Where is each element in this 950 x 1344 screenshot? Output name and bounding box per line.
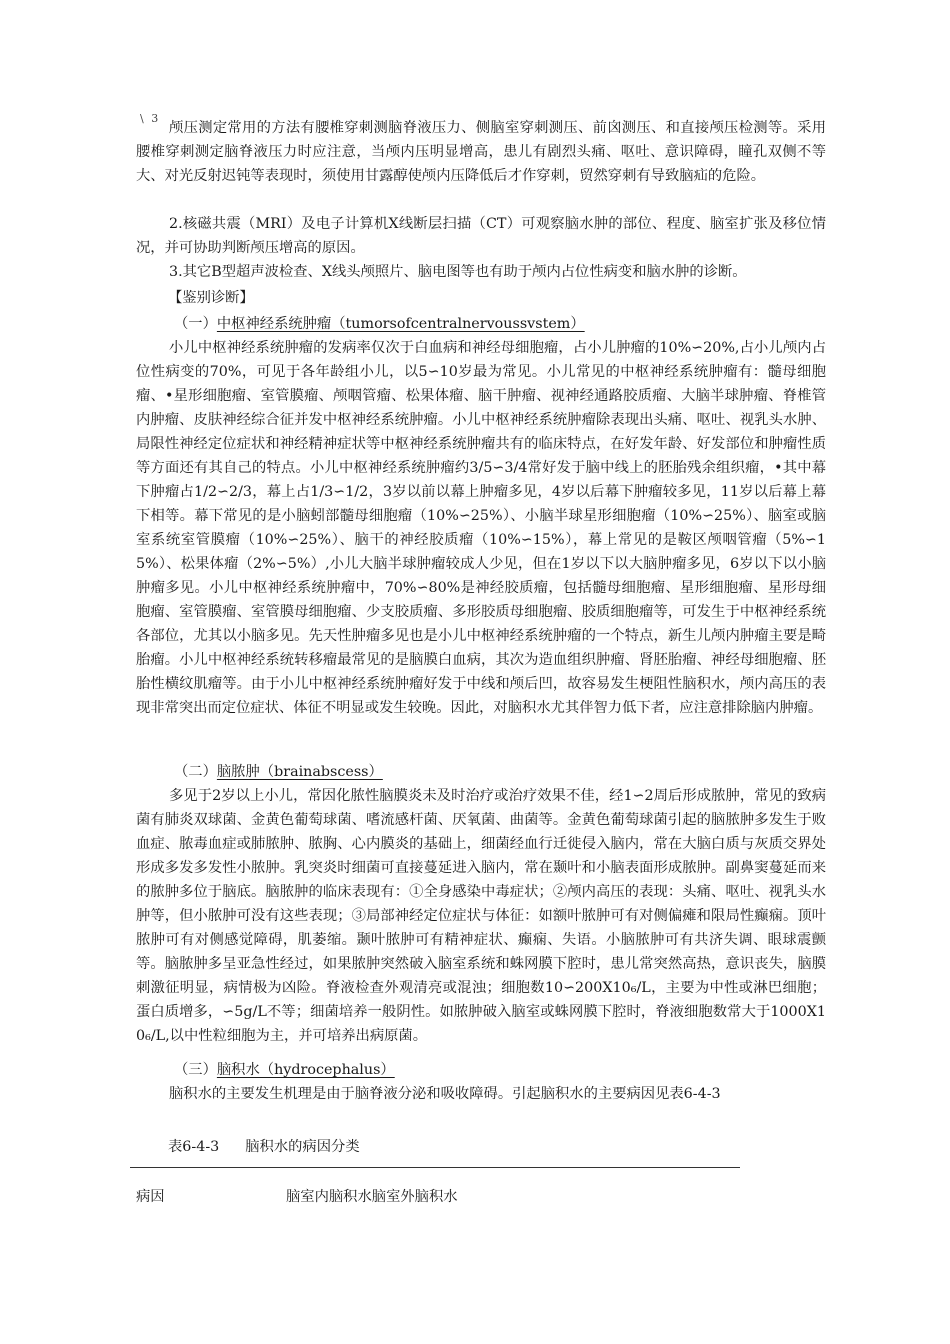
paragraph-other-exams: 3.其它B型超声波检查、X线头颅照片、脑电图等也有助于颅内占位性病变和脑水肿的诊断。	[169, 264, 747, 280]
section-1-number: （一）	[174, 316, 217, 332]
section-3-body	[136, 1082, 826, 1106]
diff-diagnosis-heading: 【鉴别诊断】	[168, 290, 254, 306]
table-top-rule	[130, 1167, 740, 1168]
intro-block	[136, 116, 826, 188]
table-header-types: 脑室内脑积水脑室外脑积水	[286, 1189, 458, 1205]
section-2-number: （二）	[174, 764, 217, 780]
section-3-heading	[174, 1058, 395, 1082]
section-1-title: 中枢神经系统肿瘤（tumorsofcentralnervoussvstem）	[216, 316, 585, 332]
section-1-body	[136, 336, 826, 720]
mri-block	[136, 212, 826, 260]
paragraph-hydrocephalus: 脑积水的主要发生机理是由于脑脊液分泌和吸收障碍。引起脑积水的主要病因见表6-4-3	[169, 1086, 721, 1102]
paragraph-brain-abscess: 多见于2岁以上小儿，常因化脓性脑膜炎未及时治疗或治疗效果不佳，经1∽2周后形成脓肿，常见的致病菌有肺炎双球菌、金黄色葡萄球菌、嗜流感杆菌、厌氧菌、曲菌等。金黄色葡萄球菌引起的脑脓肿多发生于败血症、脓毒血症或肺脓肿、脓胸、心内膜炎的基础上，细菌经血行迁徙侵入脑内，常在大脑白质与灰质交界处形成多发多发性小脓肿。乳突炎时细菌可直接蔓延进入脑内，常在颞叶和小脑表面形成脓肿。副鼻窦蔓延而来的脓肿多位于脑底。脑脓肿的临床表现有：①全身感染中毒症状；②颅内高压的表现：头痛、呕吐、视乳头水肿等，但小脓肿可没有这些表现；③局部神经定位症状与体征：如额叶脓肿可有对侧偏瘫和限局性癫痫。顶叶脓肿可有对侧感觉障碍，肌萎缩。颞叶脓肿可有精神症状、癫痫、失语。小脑脓肿可有共济失调、眼球震颤等。脑脓肿多呈亚急性经过，如果脓肿突然破入脑室系统和蛛网膜下腔时，患儿常突然高热，意识丧失，脑膜刺激征明显，病情极为凶险。脊液检查外观清亮或混浊；细胞数10∽200X10₆/L，主要为中性或淋巴细胞；蛋白质增多，∽5g/L不等；细菌培养一般阴性。如脓肿破入脑室或蛛网膜下腔时，脊液细胞数常大于1000X10₆/L,以中性粒细胞为主，并可培养出病原菌。	[136, 788, 826, 1044]
section-3-number: （三）	[174, 1062, 217, 1078]
table-title: 脑积水的病因分类	[245, 1139, 360, 1155]
paragraph-mri-ct: 2.核磁共震（MRI）及电子计算机X线断层扫描（CT）可观察脑水肿的部位、程度、脑室扩张及移位情况，并可协助判断颅压增高的原因。	[136, 216, 826, 256]
section-1-heading	[174, 312, 585, 336]
paragraph-cns-tumors: 小儿中枢神经系统肿瘤的发病率仅次于白血病和神经母细胞瘤，占小儿肿瘤的10%∽20%,占小儿颅内占位性病变的70%，可见于各年龄组小儿，以5∽10岁最为常见。小儿常见的中枢神经系统肿瘤有：髓母细胞瘤、•星形细胞瘤、室管膜瘤、颅咽管瘤、松果体瘤、脑干肿瘤、视神经通路胶质瘤、大脑半球肿瘤、脊椎管内肿瘤、皮肤神经综合征并发中枢神经系统肿瘤。小儿中枢神经系统肿瘤除表现出头痛、呕吐、视乳头水肿、局限性神经定位症状和神经精神症状等中枢神经系统肿瘤共有的临床特点，在好发年龄、好发部位和肿瘤性质等方面还有其自己的特点。小儿中枢神经系统肿瘤约3/5∽3/4常好发于脑中线上的胚胎残余组织瘤，•其中幕下肿瘤占1/2∽2/3，幕上占1/3∽1/2，3岁以前以幕上肿瘤多见，4岁以后幕下肿瘤较多见，11岁以后幕上幕下相等。幕下常见的是小脑蚓部髓母细胞瘤（10%∽25%）、小脑半球星形细胞瘤（10%∽25%）、脑室或脑室系统室管膜瘤（10%∽25%）、脑干的神经胶质瘤（10%∽15%），幕上常见的是鞍区颅咽管瘤（5%∽15%）、松果体瘤（2%∽5%）,小儿大脑半球肿瘤较成人少见，但在1岁以下以大脑肿瘤多见，6岁以下以小脑肿瘤多见。小儿中枢神经系统肿瘤中，70%∽80%是神经胶质瘤，包括髓母细胞瘤、星形细胞瘤、星形母细胞瘤、室管膜瘤、室管膜母细胞瘤、少支胶质瘤、多形胶质母细胞瘤、胶质细胞瘤等，可发生于中枢神经系统各部位，尤其以小脑多见。先天性肿瘤多见也是小儿中枢神经系统肿瘤的一个特点，新生儿颅内肿瘤主要是畸胎瘤。小儿中枢神经系统转移瘤最常见的是脑膜白血病，其次为造血组织肿瘤、肾胚胎瘤、神经母细胞瘤、胚胎性横纹肌瘤等。由于小儿中枢神经系统肿瘤好发于中线和颅后凹，故容易发生梗阻性脑积水，颅内高压的表现非常突出而定位症状、体征不明显或发生较晚。因此，对脑积水尤其伴智力低下者，应注意排除脑内肿瘤。	[136, 340, 826, 716]
section-2-heading	[174, 760, 383, 784]
section-3-title: 脑积水（hydrocephalus）	[216, 1062, 395, 1078]
table-caption	[168, 1136, 360, 1156]
section-2-body	[136, 784, 826, 1048]
table-label: 表6-4-3	[168, 1139, 220, 1155]
section-2-title: 脑脓肿（brainabscess）	[216, 764, 383, 780]
paragraph-pressure-measurement: 颅压测定常用的方法有腰椎穿刺测脑脊液压力、侧脑室穿刺测压、前囟测压、和直接颅压检测等。采用腰椎穿刺测定脑脊液压力时应注意，当颅内压明显增高，患儿有剧烈头痛、呕吐、意识障碍，瞳孔双侧不等大、对光反射迟钝等表现时，须使用甘露醇使颅内压降低后才作穿刺，贸然穿刺有导致脑疝的危险。	[136, 120, 826, 184]
other-exam-block	[136, 260, 826, 284]
margin-mark: \ 3	[140, 112, 161, 125]
table-header-cause: 病因	[136, 1189, 165, 1205]
